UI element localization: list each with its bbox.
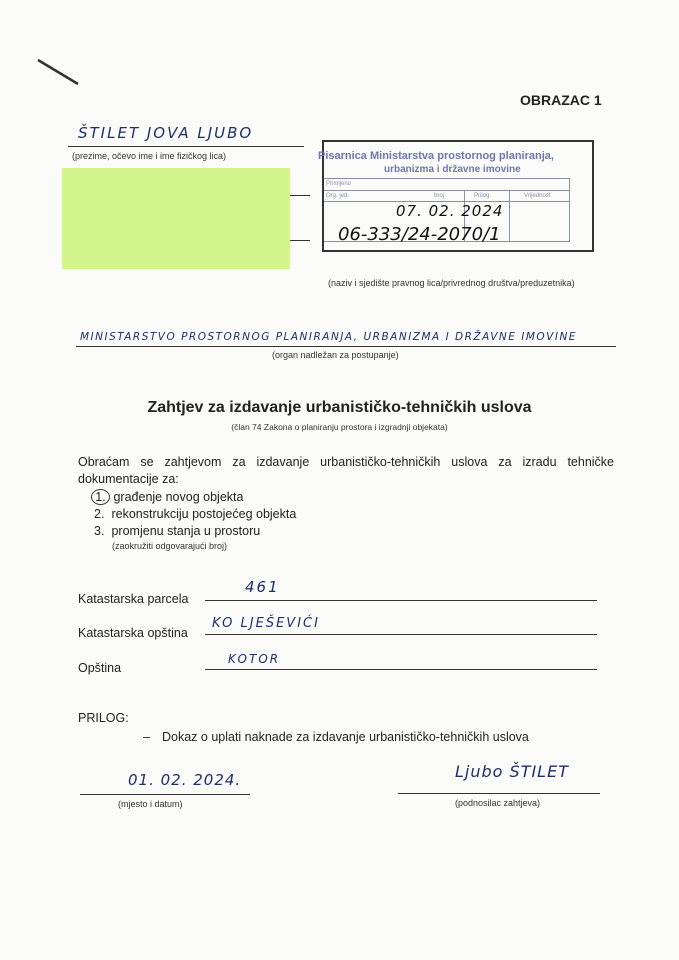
stamp-col-broj: broj bbox=[434, 193, 445, 199]
pen-stroke-mark bbox=[34, 56, 84, 90]
options-note: (zaokružiti odgovarajući broj) bbox=[112, 541, 228, 551]
option-number-circled: 1. bbox=[91, 489, 110, 505]
option-label: promjenu stanja u prostoru bbox=[111, 524, 261, 538]
stamp-col-primljeno: Primljeno bbox=[326, 181, 352, 187]
submission-date: 01. 02. 2024. bbox=[128, 771, 242, 789]
attachment-dash: – bbox=[143, 730, 150, 744]
applicant-signature: Ljubo ŠTILET bbox=[455, 762, 569, 781]
option-number: 3. bbox=[94, 524, 105, 538]
signature-caption: (podnosilac zahtjeva) bbox=[455, 798, 541, 808]
option-label: građenje novog objekta bbox=[113, 490, 244, 504]
field-value-parcela: 461 bbox=[245, 578, 280, 596]
form-code: OBRAZAC 1 bbox=[520, 92, 602, 108]
date-caption: (mjesto i datum) bbox=[118, 799, 183, 809]
registry-stamp bbox=[318, 140, 594, 252]
option-2 bbox=[94, 506, 296, 523]
authority-caption: (organ nadležan za postupanje) bbox=[272, 350, 399, 360]
stamp-col-prilog: Prilog bbox=[474, 193, 490, 199]
field-label-katastarska-opstina: Katastarska opština bbox=[78, 626, 188, 640]
redaction-block bbox=[62, 168, 290, 269]
stamp-number: 06-333/24-2070/1 bbox=[338, 224, 501, 245]
field-value-katastarska-opstina: KO LJEŠEVIĆI bbox=[212, 616, 320, 631]
field-value-opstina: KOTOR bbox=[228, 652, 281, 666]
applicant-name-caption: (prezime, očevo ime i ime fizičkog lica) bbox=[72, 151, 227, 161]
stamp-date: 07. 02. 2024 bbox=[396, 202, 504, 220]
option-label: rekonstrukciju postojećeg objekta bbox=[111, 507, 297, 521]
document-title: Zahtjev za izdavanje urbanističko-tehničkih uslova bbox=[147, 399, 532, 416]
option-number: 2. bbox=[94, 507, 105, 521]
attachment-item: Dokaz o uplati naknade za izdavanje urbanističko-tehničkih uslova bbox=[162, 730, 529, 744]
legal-entity-caption: (naziv i sjedište pravnog lica/privrednog društva/preduzetnika) bbox=[328, 278, 575, 288]
intro-paragraph: Obraćam se zahtjevom za izdavanje urbanističko-tehničkih uslova za izradu tehničke dokumentacije za: bbox=[78, 455, 614, 486]
field-label-parcela: Katastarska parcela bbox=[78, 592, 189, 606]
applicant-name: ŠTILET JOVA LJUBO bbox=[78, 124, 254, 142]
option-1 bbox=[94, 489, 296, 506]
options-list bbox=[94, 489, 296, 553]
option-3 bbox=[94, 523, 296, 540]
attachment-heading: PRILOG: bbox=[78, 711, 129, 725]
document-subtitle: (član 74 Zakona o planiranju prostora i izgradnji objekata) bbox=[231, 422, 448, 432]
stamp-col-vrijednost: Vrijednost bbox=[524, 193, 551, 199]
stamp-col-org: Org. jed. bbox=[326, 193, 350, 199]
stamp-header-2: urbanizma i državne imovine bbox=[384, 164, 521, 175]
authority-name: MINISTARSTVO PROSTORNOG PLANIRANJA, URBANIZMA I DRŽAVNE IMOVINE bbox=[80, 331, 577, 343]
field-label-opstina: Opština bbox=[78, 661, 122, 675]
stamp-header-1: Pisarnica Ministarstva prostornog planiranja, bbox=[318, 150, 554, 162]
